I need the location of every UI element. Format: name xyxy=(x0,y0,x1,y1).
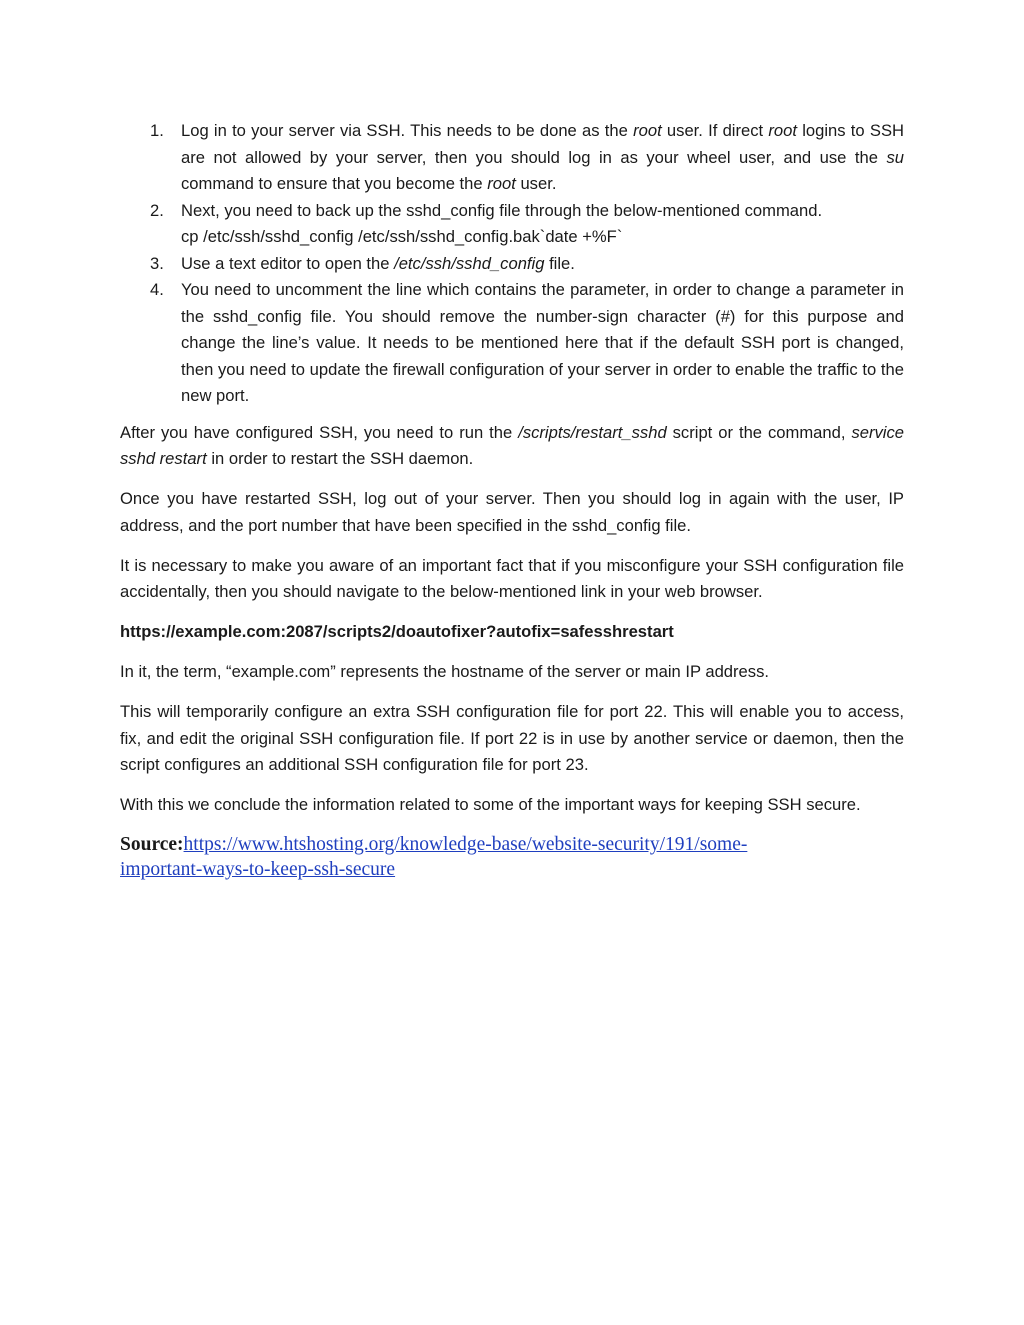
paragraph-logout: Once you have restarted SSH, log out of your server. Then you should log in again with the user, IP address, and the port number that have been specified in the sshd_config file. xyxy=(120,489,904,535)
step-italic: root xyxy=(768,121,797,140)
paragraph-hostname: In it, the term, “example.com” represents the hostname of the server or main IP address. xyxy=(120,662,769,681)
list-item xyxy=(120,251,904,278)
list-item xyxy=(120,118,904,198)
config-path: /etc/ssh/sshd_config xyxy=(394,253,545,273)
script-path: /scripts/restart_sshd xyxy=(518,422,667,442)
list-number: 4. xyxy=(150,280,164,299)
paragraph-conclusion: With this we conclude the information related to some of the important ways for keeping SSH secure. xyxy=(120,795,861,814)
step-text: Use a text editor to open the xyxy=(181,253,395,273)
step-text: logins to SSH are not allowed by your server, then you should log in as your wheel user, and use the xyxy=(181,121,904,167)
source-link-part: https://www.htshosting.org/knowledge-base/website-security/191/some- xyxy=(183,834,748,855)
autofix-url: https://example.com:2087/scripts2/doautofixer?autofix=safesshrestart xyxy=(120,622,674,641)
step-italic: su xyxy=(886,147,904,167)
step-text: Next, you need to back up the sshd_config file through the below-mentioned command. xyxy=(181,200,823,220)
step-text: file. xyxy=(544,253,575,273)
steps-list xyxy=(120,118,904,410)
paragraph-misconfig: It is necessary to make you aware of an important fact that if you misconfigure your SSH configuration file accidentally, then you should navigate to the below-mentioned link in your web browser. xyxy=(120,555,904,601)
backup-command: cp /etc/ssh/sshd_config /etc/ssh/sshd_config.bak`date +%F` xyxy=(181,227,623,246)
source-label: Source: xyxy=(120,834,184,855)
paragraph-text: script or the command, xyxy=(666,422,852,442)
step-text: command to ensure that you become the xyxy=(181,174,488,193)
source-line xyxy=(120,832,904,882)
paragraph-text: in order to restart the SSH daemon. xyxy=(206,449,474,468)
paragraph-restart xyxy=(120,420,904,473)
service-command: service sshd restart xyxy=(120,422,904,468)
step-text: You need to uncomment the line which contains the parameter, in order to change a parameter in the sshd_config file. You should remove the number-sign character (#) for this purpose and change the line’s value. It needs to be mentioned here that if the default SSH port is changed, then you need to update the firewall configuration of your server in order to enable the traffic to the new port. xyxy=(181,280,904,405)
source-link[interactable] xyxy=(120,834,747,880)
source-link-part: important-ways-to-keep-ssh-secure xyxy=(120,859,396,880)
step-italic: root xyxy=(487,174,516,193)
document-page xyxy=(120,118,904,896)
step-italic: root xyxy=(633,121,662,140)
list-item xyxy=(120,277,904,410)
paragraph-temp-config: This will temporarily configure an extra SSH configuration file for port 22. This will enable you to access, fix, and edit the original SSH configuration file. If port 22 is in use by another service or daemon, then the script configures an additional SSH configuration file for port 23. xyxy=(120,702,904,774)
list-number: 3. xyxy=(150,253,164,273)
list-item xyxy=(120,198,904,251)
paragraph-text: After you have configured SSH, you need to run the xyxy=(120,422,519,442)
list-number: 1. xyxy=(150,121,164,140)
step-text: user. xyxy=(515,174,557,193)
step-text: Log in to your server via SSH. This needs to be done as the xyxy=(181,121,634,140)
list-number: 2. xyxy=(150,200,164,220)
step-text: user. If direct xyxy=(661,121,769,140)
